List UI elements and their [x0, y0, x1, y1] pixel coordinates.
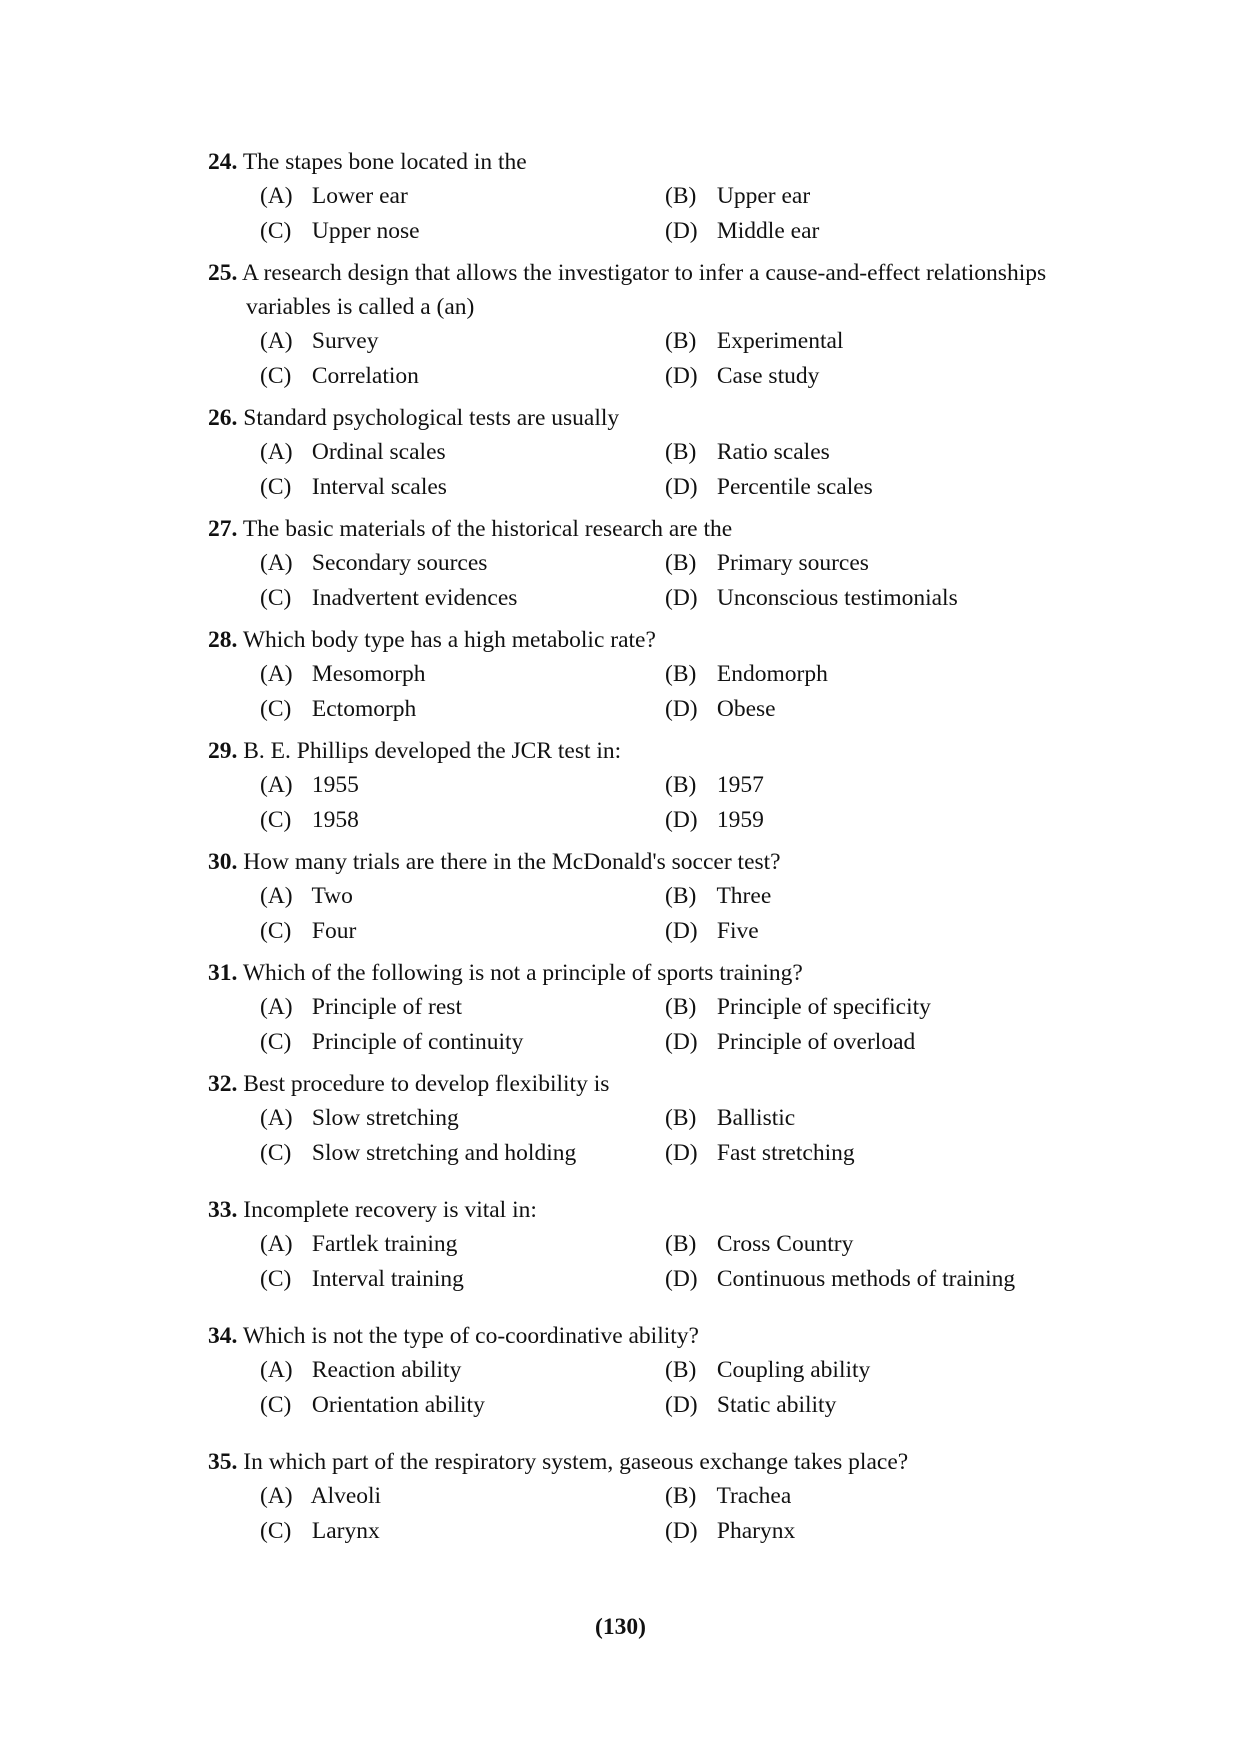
option-label: (C)	[260, 585, 292, 611]
option-text: 1957	[716, 772, 764, 798]
option-text: Larynx	[311, 1518, 380, 1544]
option-label: (A)	[260, 1357, 293, 1383]
option-text: Reaction ability	[311, 1357, 462, 1383]
option-label: (B)	[665, 661, 697, 687]
question-number: 32.	[208, 1071, 238, 1097]
option-label: (D)	[665, 1029, 698, 1055]
option-text: Middle ear	[716, 218, 820, 244]
option-b	[665, 1479, 1120, 1514]
question-25	[208, 256, 1108, 394]
option-label: (C)	[260, 218, 292, 244]
option-c	[260, 692, 665, 727]
question-30	[208, 845, 1108, 949]
question-text: Standard psychological tests are usually	[243, 405, 620, 431]
question-text: Incomplete recovery is vital in:	[243, 1197, 537, 1223]
option-label: (A)	[260, 550, 293, 576]
option-d	[665, 359, 1120, 394]
option-text: Upper ear	[716, 183, 811, 209]
option-b	[665, 657, 1120, 692]
option-label: (A)	[260, 183, 293, 209]
option-label: (D)	[665, 218, 698, 244]
option-label: (D)	[665, 918, 698, 944]
question-text: B. E. Phillips developed the JCR test in:	[243, 738, 622, 764]
question-text: A research design that allows the investigator to infer a cause-and-effect relationships variables is called a (an)	[241, 260, 1047, 320]
question-24	[208, 145, 1108, 249]
option-text: Ratio scales	[716, 439, 830, 465]
option-c	[260, 581, 665, 616]
question-text: How many trials are there in the McDonald's soccer test?	[243, 849, 781, 875]
option-label: (C)	[260, 696, 292, 722]
option-label: (B)	[665, 994, 697, 1020]
question-32	[208, 1067, 1108, 1171]
option-c	[260, 1514, 665, 1549]
option-b	[665, 179, 1120, 214]
options	[260, 879, 1108, 949]
option-b	[665, 1227, 1120, 1262]
option-label: (D)	[665, 474, 698, 500]
question-text: Which is not the type of co-coordinative ability?	[242, 1323, 699, 1349]
option-d	[665, 692, 1120, 727]
option-label: (D)	[665, 1266, 698, 1292]
option-d	[665, 470, 1120, 505]
option-label: (C)	[260, 1029, 292, 1055]
option-text: Principle of overload	[716, 1029, 916, 1055]
option-a	[260, 1353, 665, 1388]
option-b	[665, 768, 1120, 803]
option-a	[260, 1227, 665, 1262]
option-label: (A)	[260, 328, 293, 354]
option-d	[665, 914, 1120, 949]
options	[260, 324, 1108, 394]
option-c	[260, 214, 665, 249]
question-number: 35.	[208, 1449, 238, 1475]
question-text: Which body type has a high metabolic rate?	[242, 627, 656, 653]
option-d	[665, 1262, 1120, 1297]
option-text: Experimental	[716, 328, 844, 354]
option-label: (D)	[665, 696, 698, 722]
option-text: Upper nose	[311, 218, 420, 244]
option-text: Fartlek training	[311, 1231, 458, 1257]
option-text: Case study	[716, 363, 820, 389]
option-label: (B)	[665, 328, 697, 354]
option-d	[665, 1388, 1120, 1423]
option-label: (C)	[260, 1140, 292, 1166]
option-c	[260, 1136, 665, 1171]
option-b	[665, 546, 1120, 581]
option-label: (C)	[260, 807, 292, 833]
option-text: Principle of specificity	[716, 994, 931, 1020]
question-list	[208, 145, 1108, 1549]
option-label: (B)	[665, 1231, 697, 1257]
question-number: 24.	[208, 149, 238, 175]
option-text: Fast stretching	[716, 1140, 855, 1166]
option-text: Principle of rest	[311, 994, 462, 1020]
option-label: (A)	[260, 772, 293, 798]
option-label: (C)	[260, 474, 292, 500]
options	[260, 1227, 1108, 1297]
question-text: Best procedure to develop flexibility is	[243, 1071, 610, 1097]
options	[260, 179, 1108, 249]
option-d	[665, 581, 1120, 616]
option-c	[260, 1025, 665, 1060]
option-c	[260, 470, 665, 505]
option-label: (C)	[260, 363, 292, 389]
option-label: (D)	[665, 807, 698, 833]
option-text: Slow stretching	[311, 1105, 459, 1131]
option-text: Continuous methods of training	[716, 1266, 1016, 1292]
question-number: 28.	[208, 627, 238, 653]
option-text: Inadvertent evidences	[311, 585, 518, 611]
options	[260, 546, 1108, 616]
option-a	[260, 324, 665, 359]
option-text: Secondary sources	[311, 550, 488, 576]
question-text: Which of the following is not a principle of sports training?	[242, 960, 803, 986]
option-a	[260, 1101, 665, 1136]
option-a	[260, 879, 665, 914]
option-b	[665, 990, 1120, 1025]
option-d	[665, 1025, 1120, 1060]
option-text: Cross Country	[716, 1231, 854, 1257]
option-label: (C)	[260, 1266, 292, 1292]
option-text: Endomorph	[716, 661, 828, 687]
option-c	[260, 359, 665, 394]
option-a	[260, 179, 665, 214]
options	[260, 768, 1108, 838]
option-text: Orientation ability	[311, 1392, 485, 1418]
option-label: (A)	[260, 1105, 293, 1131]
question-29	[208, 734, 1108, 838]
page-number: (130)	[595, 1614, 646, 1640]
option-d	[665, 803, 1120, 838]
option-text: Principle of continuity	[311, 1029, 524, 1055]
option-text: Mesomorph	[311, 661, 426, 687]
option-label: (B)	[665, 1105, 697, 1131]
options	[260, 1101, 1108, 1171]
option-label: (D)	[665, 363, 698, 389]
option-label: (C)	[260, 1392, 292, 1418]
option-c	[260, 1388, 665, 1423]
question-text: The basic materials of the historical research are the	[242, 516, 733, 542]
option-text: Ordinal scales	[311, 439, 446, 465]
option-text: Obese	[716, 696, 776, 722]
option-a	[260, 435, 665, 470]
option-text: Coupling ability	[716, 1357, 871, 1383]
option-text: Five	[716, 918, 759, 944]
option-text: Slow stretching and holding	[311, 1140, 577, 1166]
option-d	[665, 214, 1120, 249]
option-text: Interval training	[311, 1266, 464, 1292]
option-d	[665, 1136, 1120, 1171]
option-d	[665, 1514, 1120, 1549]
option-label: (C)	[260, 918, 292, 944]
options	[260, 1353, 1108, 1423]
option-label: (A)	[260, 1231, 293, 1257]
option-text: Three	[716, 883, 772, 909]
option-label: (A)	[260, 439, 293, 465]
options	[260, 990, 1108, 1060]
question-number: 34.	[208, 1323, 238, 1349]
question-number: 25.	[208, 260, 238, 286]
option-label: (B)	[665, 183, 697, 209]
option-label: (B)	[665, 772, 697, 798]
option-label: (A)	[260, 1483, 293, 1509]
question-text: In which part of the respiratory system, gaseous exchange takes place?	[243, 1449, 909, 1475]
option-text: 1959	[716, 807, 764, 833]
option-text: Pharynx	[716, 1518, 796, 1544]
option-text: Ectomorph	[311, 696, 417, 722]
option-label: (B)	[665, 1357, 697, 1383]
option-text: Lower ear	[311, 183, 408, 209]
options	[260, 435, 1108, 505]
option-c	[260, 1262, 665, 1297]
option-b	[665, 879, 1120, 914]
option-a	[260, 1479, 665, 1514]
option-label: (C)	[260, 1518, 292, 1544]
question-35	[208, 1445, 1108, 1549]
option-label: (B)	[665, 550, 697, 576]
option-text: Two	[311, 883, 353, 909]
option-text: Four	[311, 918, 357, 944]
option-text: Correlation	[311, 363, 419, 389]
option-a	[260, 657, 665, 692]
question-27	[208, 512, 1108, 616]
question-number: 29.	[208, 738, 238, 764]
options	[260, 657, 1108, 727]
option-c	[260, 914, 665, 949]
option-label: (A)	[260, 994, 293, 1020]
option-label: (A)	[260, 661, 293, 687]
option-label: (B)	[665, 1483, 697, 1509]
option-label: (D)	[665, 1392, 698, 1418]
option-label: (B)	[665, 439, 697, 465]
option-text: 1958	[311, 807, 359, 833]
option-b	[665, 435, 1120, 470]
question-31	[208, 956, 1108, 1060]
question-34	[208, 1319, 1108, 1423]
option-label: (B)	[665, 883, 697, 909]
question-26	[208, 401, 1108, 505]
option-text: 1955	[311, 772, 359, 798]
option-text: Ballistic	[716, 1105, 796, 1131]
option-a	[260, 768, 665, 803]
option-label: (D)	[665, 1518, 698, 1544]
question-33	[208, 1193, 1108, 1297]
option-text: Survey	[311, 328, 379, 354]
option-a	[260, 546, 665, 581]
option-a	[260, 990, 665, 1025]
question-28	[208, 623, 1108, 727]
option-b	[665, 1353, 1120, 1388]
question-number: 30.	[208, 849, 238, 875]
option-c	[260, 803, 665, 838]
option-text: Alveoli	[310, 1483, 382, 1509]
option-text: Percentile scales	[716, 474, 873, 500]
question-number: 27.	[208, 516, 238, 542]
option-text: Static ability	[716, 1392, 837, 1418]
option-label: (D)	[665, 1140, 698, 1166]
question-number: 31.	[208, 960, 238, 986]
option-label: (D)	[665, 585, 698, 611]
options	[260, 1479, 1108, 1549]
question-number: 33.	[208, 1197, 238, 1223]
question-text: The stapes bone located in the	[242, 149, 527, 175]
option-text: Trachea	[716, 1483, 792, 1509]
option-text: Primary sources	[716, 550, 869, 576]
option-text: Interval scales	[311, 474, 447, 500]
option-label: (A)	[260, 883, 293, 909]
question-number: 26.	[208, 405, 238, 431]
option-text: Unconscious testimonials	[716, 585, 958, 611]
option-b	[665, 1101, 1120, 1136]
option-b	[665, 324, 1120, 359]
